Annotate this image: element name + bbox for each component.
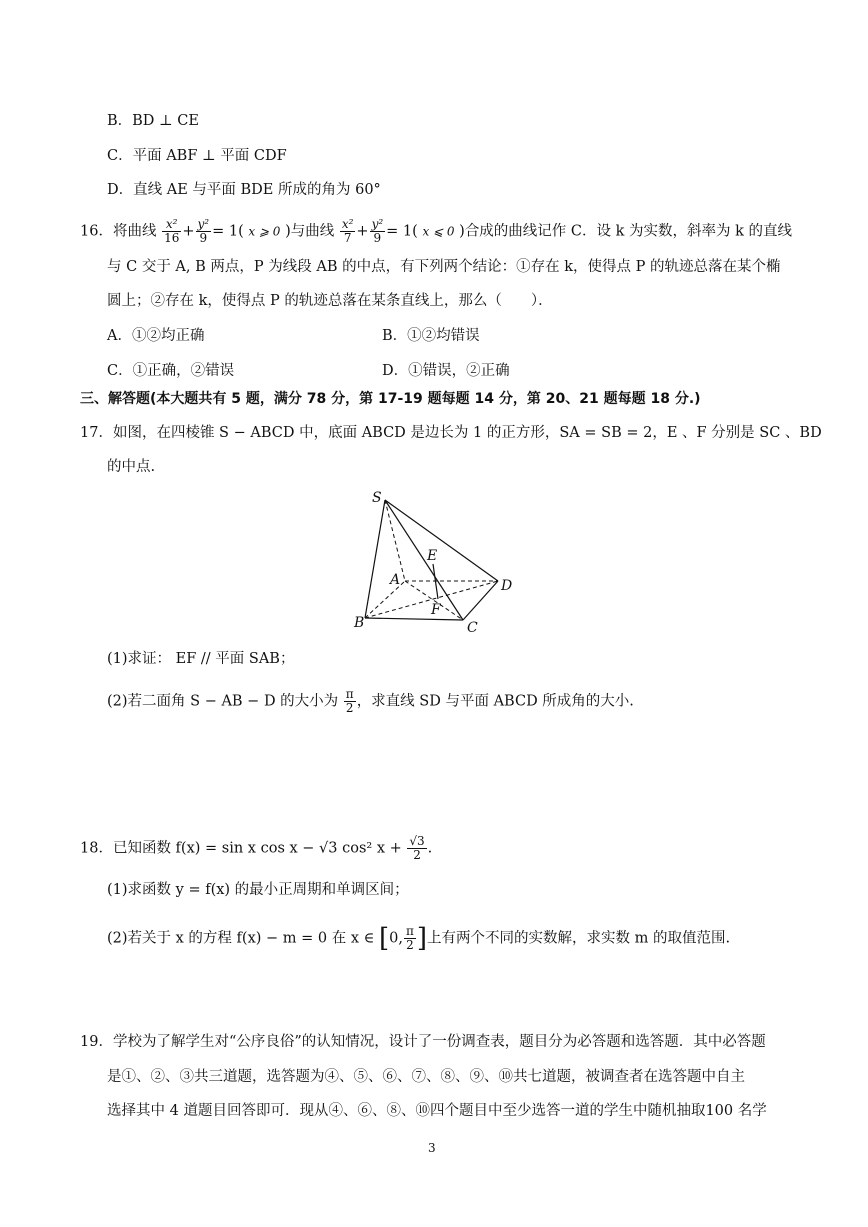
q15-option-b: B．BD ⊥ CE [107,113,199,129]
section-3-heading: 三、解答题(本大题共有 5 题，满分 78 分，第 17-19 题每题 14 分，第 20、21 题每题 18 分.) [80,391,701,407]
edge-CD [463,581,498,620]
q19-line1: 19．学校为了解学生对“公序良俗”的认知情况，设计了一份调查表，题目分为必答题和选答题．其中必答题 [80,1034,766,1050]
q16-curve2-xfrac: $\frac{\text{x²}}{7}$ [341,217,354,245]
q17-pi-over-2: $\frac{\pi}{2}$ [345,687,354,715]
label-C: C [467,620,478,636]
q15-option-d: D．直线 AE 与平面 BDE 所成的角为 60° [107,182,381,198]
q16-tail1: 合成的曲线记作 C．设 k 为实数，斜率为 k 的直线 [464,223,793,240]
q16-number: 16． [80,223,113,240]
label-F: F [431,602,441,618]
q16-line3: 圆上；②存在 k，使得点 P 的轨迹总落在某条直线上，那么（ ）． [107,293,553,309]
q19-line3: 选择其中 4 道题目回答即可．现从④、⑥、⑧、⑩四个题目中至少选答一道的学生中随机抽取100 名学 [107,1103,767,1119]
q16-line2: 与 C 交于 A, B 两点，P 为线段 AB 的中点，有下列两个结论：①存在 k，使得点 P 的轨迹总落在某个椭 [107,259,781,275]
q16-mid: 与曲线 [290,223,335,240]
q18-interval-pi-over-2: $\frac{\pi}{2}$ [405,924,414,952]
q16-curve2-yfrac: $\frac{\text{y²}}{9}$ [371,217,384,245]
q15-option-c: C．平面 ABF ⊥ 平面 CDF [107,148,287,164]
pyramid-figure [345,486,520,636]
label-E: E [427,548,438,564]
q17-line2: 的中点. [107,459,156,475]
q18-sqrt3-over-2: $\frac{√3}{2}$ [409,834,425,862]
edge-BC [365,618,463,620]
edge-SB [365,500,385,618]
label-B: B [354,615,365,631]
q17-part2: (2)若二面角 S − AB − D 的大小为 $\frac{\pi}{2}$ ，求直线 SD 与平面 ABCD 所成角的大小. [107,687,634,715]
q18-part2: (2)若关于 x 的方程 f(x) − m = 0 在 x ∈ [0, $\frac{\pi}{2}$ ]上有两个不同的实数解，求实数 m 的取值范围. [107,923,731,954]
q16-intro: 将曲线 [112,223,157,240]
q18-part1: (1)求函数 y = f(x) 的最小正周期和单调区间； [107,882,409,898]
label-A: A [390,572,401,588]
label-S: S [372,490,382,506]
q16-option-b: B．①②均错误 [382,328,480,344]
q17-line1: 17．如图，在四棱锥 S − ABCD 中，底面 ABCD 是边长为 1 的正方形，SA = SB = 2，E 、F 分别是 SC 、BD [80,425,822,441]
page-number: 3 [428,1141,436,1155]
q16-curve1-xfrac: $\frac{\text{x²}}{16}$ [164,217,180,245]
q16-curve1-yfrac: $\frac{\text{y²}}{9}$ [197,217,210,245]
q16-line1: 16．将曲线 $\frac{\text{x²}}{16}$ + $\frac{\text{y²}}{9}$ = 1( x ⩾ 0 )与曲线 $\frac{\text{x²}}{7}$ + $\frac{\text{y²}}{9}$ = 1( x ⩽ 0 )合成的曲线记作 C．设 k 为实数，斜率为 k 的直线 [80,217,793,245]
q19-line2: 是①、②、③共三道题，选答题为④、⑤、⑥、⑦、⑧、⑨、⑩共七道题，被调查者在选答题中自主 [107,1069,745,1085]
q18-stem: 18．已知函数 f(x) = sin x cos x − √3 cos² x + $\frac{√3}{2}$ . [80,834,433,862]
q16-option-c: C．①正确，②错误 [107,363,235,379]
q16-option-a: A．①②均正确 [107,328,205,344]
label-D: D [501,578,513,594]
edge-SC [385,500,463,620]
q16-option-d: D．①错误，②正确 [382,363,510,379]
q17-part1: (1)求证： EF // 平面 SAB； [107,651,295,667]
